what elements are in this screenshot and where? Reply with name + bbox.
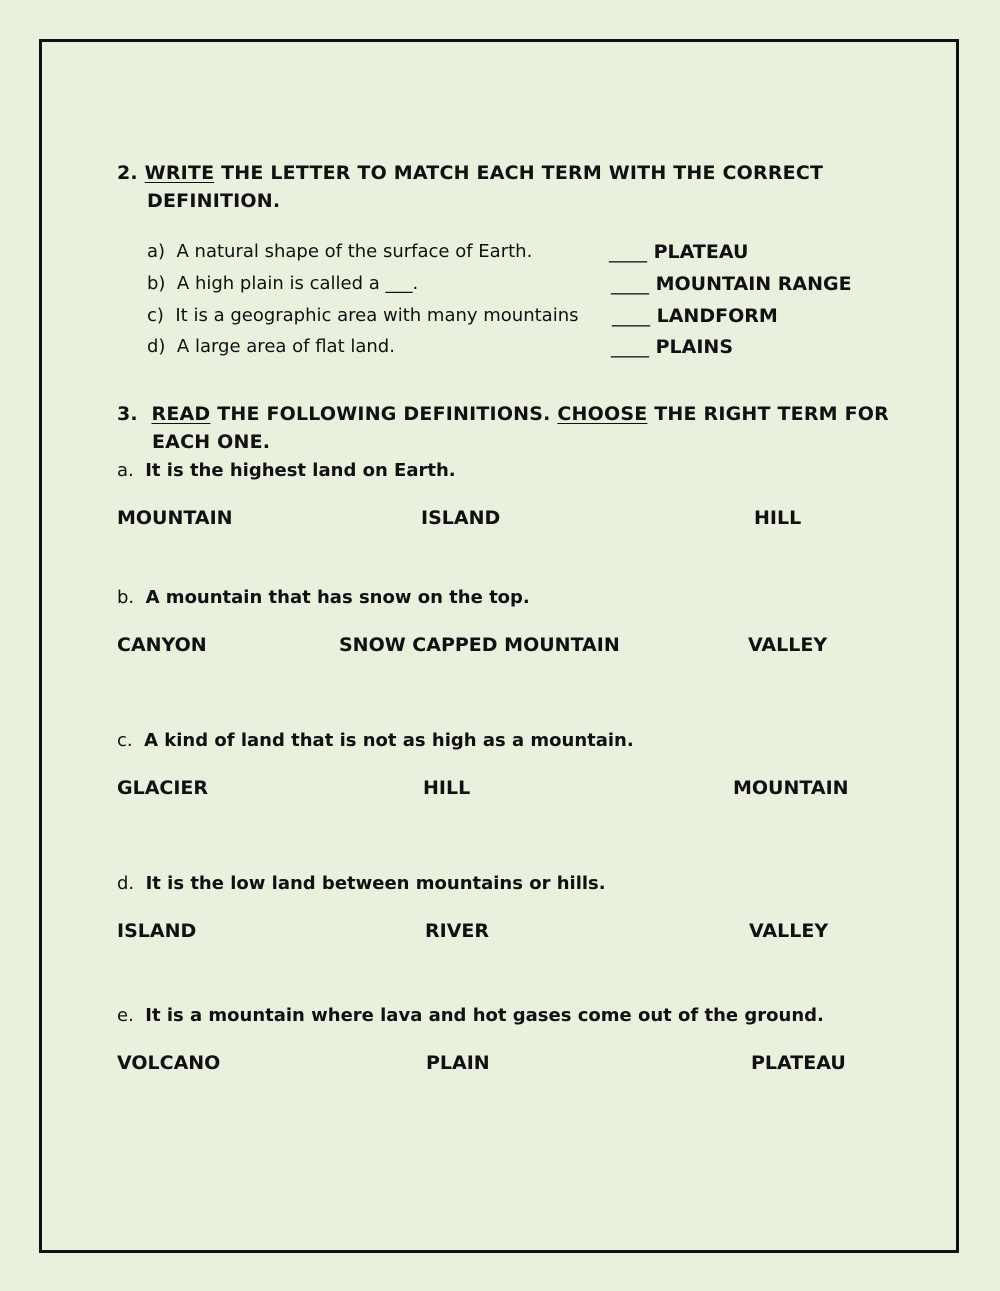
section-2-keyword: WRITE bbox=[144, 162, 215, 184]
section-2-instruction: THE LETTER TO MATCH EACH TERM WITH THE CORRECT bbox=[221, 162, 824, 184]
definition-b bbox=[147, 273, 418, 294]
answer-blank[interactable]: ____ bbox=[612, 305, 650, 327]
section-3-number: 3. bbox=[117, 403, 138, 425]
question-text: It is a mountain where lava and hot gases come out of the ground. bbox=[145, 1005, 824, 1026]
section-3-keyword-choose: CHOOSE bbox=[557, 403, 648, 425]
question-text: A mountain that has snow on the top. bbox=[145, 587, 530, 608]
term-label: LANDFORM bbox=[656, 305, 778, 327]
definition-text: It is a geographic area with many mountains bbox=[175, 305, 579, 326]
question-d bbox=[117, 873, 606, 894]
definition-letter: d) bbox=[147, 336, 166, 357]
question-text: It is the highest land on Earth. bbox=[145, 460, 456, 481]
section-3-keyword-read: READ bbox=[151, 403, 211, 425]
section-3-text2: THE RIGHT TERM FOR bbox=[654, 403, 889, 425]
question-letter: d. bbox=[117, 873, 135, 894]
option-e-3[interactable]: PLATEAU bbox=[751, 1052, 846, 1074]
definition-letter: b) bbox=[147, 273, 166, 294]
option-c-1[interactable]: GLACIER bbox=[117, 777, 209, 799]
question-text: It is the low land between mountains or hills. bbox=[145, 873, 606, 894]
question-text: A kind of land that is not as high as a mountain. bbox=[144, 730, 634, 751]
term-plateau[interactable] bbox=[609, 241, 748, 263]
term-label: PLAINS bbox=[655, 336, 734, 358]
section-2-heading-line2: DEFINITION. bbox=[147, 190, 281, 212]
term-label: MOUNTAIN RANGE bbox=[655, 273, 852, 295]
section-3-heading-line2: EACH ONE. bbox=[152, 431, 271, 453]
question-b bbox=[117, 587, 530, 608]
definition-text: A high plain is called a ___. bbox=[176, 273, 419, 294]
answer-blank[interactable]: ____ bbox=[611, 336, 649, 358]
term-plains[interactable] bbox=[611, 336, 733, 358]
option-b-1[interactable]: CANYON bbox=[117, 634, 207, 656]
term-label: PLATEAU bbox=[653, 241, 749, 263]
option-a-3[interactable]: HILL bbox=[754, 507, 802, 529]
question-letter: a. bbox=[117, 460, 134, 481]
definition-text: A natural shape of the surface of Earth. bbox=[176, 241, 533, 262]
definition-c bbox=[147, 305, 579, 326]
question-letter: b. bbox=[117, 587, 135, 608]
question-c bbox=[117, 730, 634, 751]
option-c-3[interactable]: MOUNTAIN bbox=[733, 777, 849, 799]
definition-a bbox=[147, 241, 532, 262]
section-2-number: 2. bbox=[117, 162, 138, 184]
answer-blank[interactable]: ____ bbox=[611, 273, 649, 295]
definition-letter: a) bbox=[147, 241, 166, 262]
option-a-1[interactable]: MOUNTAIN bbox=[117, 507, 233, 529]
option-e-2[interactable]: PLAIN bbox=[426, 1052, 490, 1074]
question-e bbox=[117, 1005, 824, 1026]
option-d-1[interactable]: ISLAND bbox=[117, 920, 197, 942]
section-2-heading bbox=[117, 162, 823, 184]
option-a-2[interactable]: ISLAND bbox=[421, 507, 501, 529]
question-a bbox=[117, 460, 456, 481]
section-3-text1: THE FOLLOWING DEFINITIONS. bbox=[217, 403, 551, 425]
term-landform[interactable] bbox=[612, 305, 778, 327]
option-d-2[interactable]: RIVER bbox=[425, 920, 490, 942]
section-3-heading bbox=[117, 403, 889, 425]
definition-text: A large area of flat land. bbox=[176, 336, 395, 357]
option-b-2[interactable]: SNOW CAPPED MOUNTAIN bbox=[339, 634, 620, 656]
definition-letter: c) bbox=[147, 305, 164, 326]
term-mountain-range[interactable] bbox=[611, 273, 852, 295]
answer-blank[interactable]: ____ bbox=[609, 241, 647, 263]
question-letter: e. bbox=[117, 1005, 134, 1026]
option-c-2[interactable]: HILL bbox=[423, 777, 471, 799]
option-d-3[interactable]: VALLEY bbox=[749, 920, 829, 942]
definition-d bbox=[147, 336, 395, 357]
option-e-1[interactable]: VOLCANO bbox=[117, 1052, 221, 1074]
option-b-3[interactable]: VALLEY bbox=[748, 634, 828, 656]
question-letter: c. bbox=[117, 730, 133, 751]
